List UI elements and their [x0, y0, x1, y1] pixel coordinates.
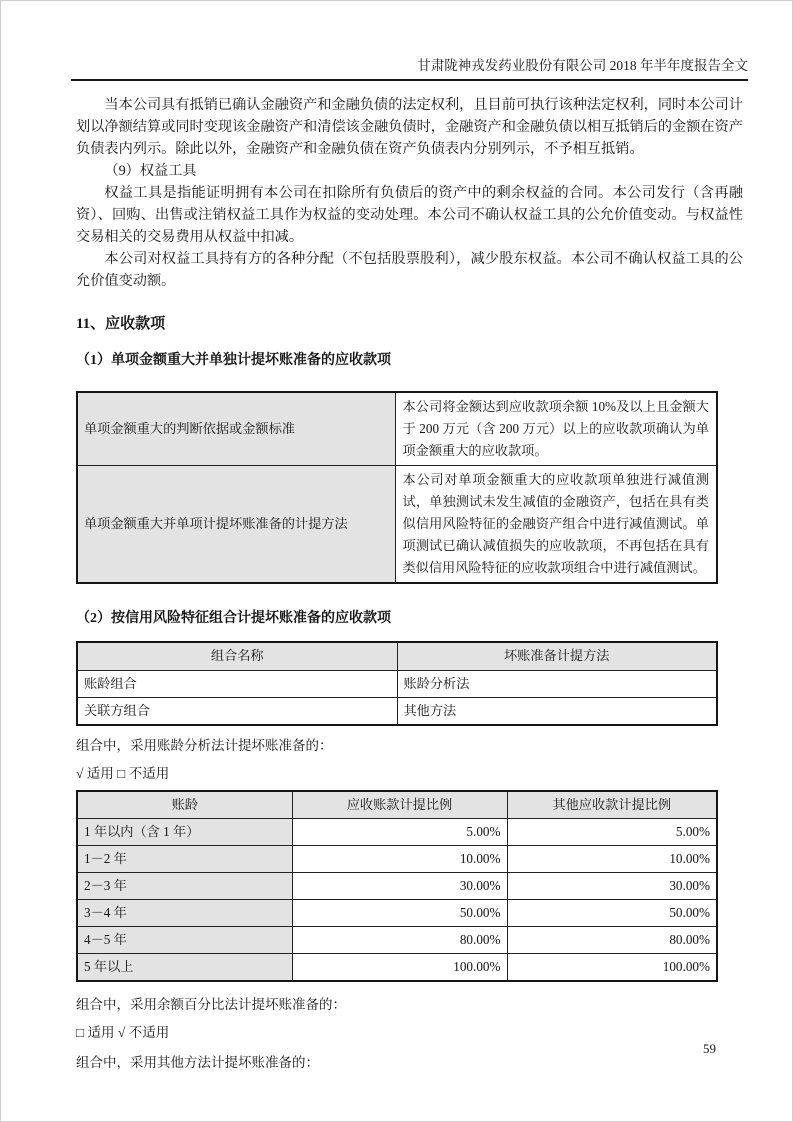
- table-cell-label: 单项金额重大的判断依据或金额标准: [77, 392, 395, 466]
- paragraph-equity-definition: 权益工具是指能证明拥有本公司在扣除所有负债后的资产中的剩余权益的合同。本公司发行（含再融资）、回购、出售或注销权益工具作为权益的变动处理。本公司不确认权益工具的公允价值变动。与权益性交易相关的交易费用从权益中扣减。: [76, 185, 743, 245]
- note-other-method: 组合中，采用其他方法计提坏账准备的：: [76, 1055, 319, 1070]
- table-row: [77, 873, 717, 900]
- table-row: [77, 466, 717, 584]
- table-header-row: [77, 791, 717, 819]
- table-cell-other-ratio: 10.00%: [507, 846, 717, 873]
- table-cell-other-ratio: 30.00%: [507, 873, 717, 900]
- page-content: [76, 94, 743, 1073]
- table-cell-age: 3－4 年: [77, 900, 292, 927]
- significant-receivables-table: [76, 391, 718, 584]
- subsection-2-heading: （2）按信用风险特征组合计提坏账准备的应收款项: [76, 611, 391, 626]
- table-row: [77, 927, 717, 954]
- section-11-heading: 11、应收款项: [76, 316, 166, 332]
- table-cell-value: 本公司对单项金额重大的应收款项单独进行减值测试，单独测试未发生减值的金融资产，包括在具有类似信用风险特征的金融资产组合中进行减值测试。单项测试已确认减值损失的应收款项，不再包括在具有类似信用风险特征的应收款项组合中进行减值测试。: [395, 466, 717, 584]
- checkbox-line-percentage: □ 适用 √ 不适用: [76, 1025, 170, 1040]
- checkbox-line-aging: √ 适用 □ 不适用: [76, 765, 170, 781]
- table-cell-other-ratio: 50.00%: [507, 900, 717, 927]
- table-cell-receivable-ratio: 30.00%: [292, 873, 507, 900]
- table-cell-other-ratio: 80.00%: [507, 927, 717, 954]
- table-cell-receivable-ratio: 50.00%: [292, 900, 507, 927]
- paragraph-equity-heading: （9）权益工具: [104, 163, 197, 179]
- table-row: [77, 954, 717, 982]
- table-cell-age: 1 年以内（含 1 年）: [77, 819, 292, 846]
- table-row: [77, 846, 717, 873]
- table-cell-other-ratio: 100.00%: [507, 954, 717, 982]
- table-cell: 账龄组合: [77, 670, 397, 697]
- table-row: [77, 697, 717, 725]
- table-header-cell: 坏账准备计提方法: [397, 642, 717, 670]
- note-percentage-method: 组合中，采用余额百分比法计提坏账准备的：: [76, 997, 346, 1012]
- aging-analysis-table: [76, 790, 718, 983]
- table-cell-receivable-ratio: 100.00%: [292, 954, 507, 982]
- table-cell-receivable-ratio: 80.00%: [292, 927, 507, 954]
- table-cell-receivable-ratio: 5.00%: [292, 819, 507, 846]
- paragraph-equity-distribution: 本公司对权益工具持有方的各种分配（不包括股票股利），减少股东权益。本公司不确认权益工具的公允价值变动额。: [76, 251, 743, 289]
- table-cell-age: 5 年以上: [77, 954, 292, 982]
- table-header-cell: 组合名称: [77, 642, 397, 670]
- table-header-cell: 账龄: [77, 791, 292, 819]
- table-cell-age: 2－3 年: [77, 873, 292, 900]
- table-cell: 关联方组合: [77, 697, 397, 725]
- note-aging-method: 组合中，采用账龄分析法计提坏账准备的：: [76, 737, 333, 753]
- portfolio-table: [76, 641, 718, 726]
- table-row: [77, 900, 717, 927]
- table-cell-label: 单项金额重大并单项计提坏账准备的计提方法: [77, 466, 395, 584]
- table-header-cell: 应收账款计提比例: [292, 791, 507, 819]
- table-header-cell: 其他应收款计提比例: [507, 791, 717, 819]
- page-header-title: 甘肃陇神戎发药业股份有限公司 2018 年半年度报告全文: [71, 58, 748, 81]
- page-number: 59: [703, 1041, 716, 1056]
- table-cell-receivable-ratio: 10.00%: [292, 846, 507, 873]
- table-row: [77, 392, 717, 466]
- table-row: [77, 670, 717, 697]
- table-row: [77, 819, 717, 846]
- table-header-row: [77, 642, 717, 670]
- table-cell: 其他方法: [397, 697, 717, 725]
- paragraph-offsetting: 当本公司具有抵销已确认金融资产和金融负债的法定权利，且目前可执行该种法定权利，同时本公司计划以净额结算或同时变现该金融资产和清偿该金融负债时，金融资产和金融负债以相互抵销后的金额在资产负债表内列示。除此以外，金融资产和金融负债在资产负债表内分别列示，不予相互抵销。: [76, 97, 743, 157]
- table-cell-age: 4－5 年: [77, 927, 292, 954]
- table-cell-other-ratio: 5.00%: [507, 819, 717, 846]
- table-cell-age: 1－2 年: [77, 846, 292, 873]
- table-cell: 账龄分析法: [397, 670, 717, 697]
- table-cell-value: 本公司将金额达到应收款项余额 10%及以上且金额大于 200 万元（含 200 万元）以上的应收款项确认为单项金额重大的应收款项。: [395, 392, 717, 466]
- subsection-1-heading: （1）单项金额重大并单独计提坏账准备的应收款项: [76, 353, 391, 368]
